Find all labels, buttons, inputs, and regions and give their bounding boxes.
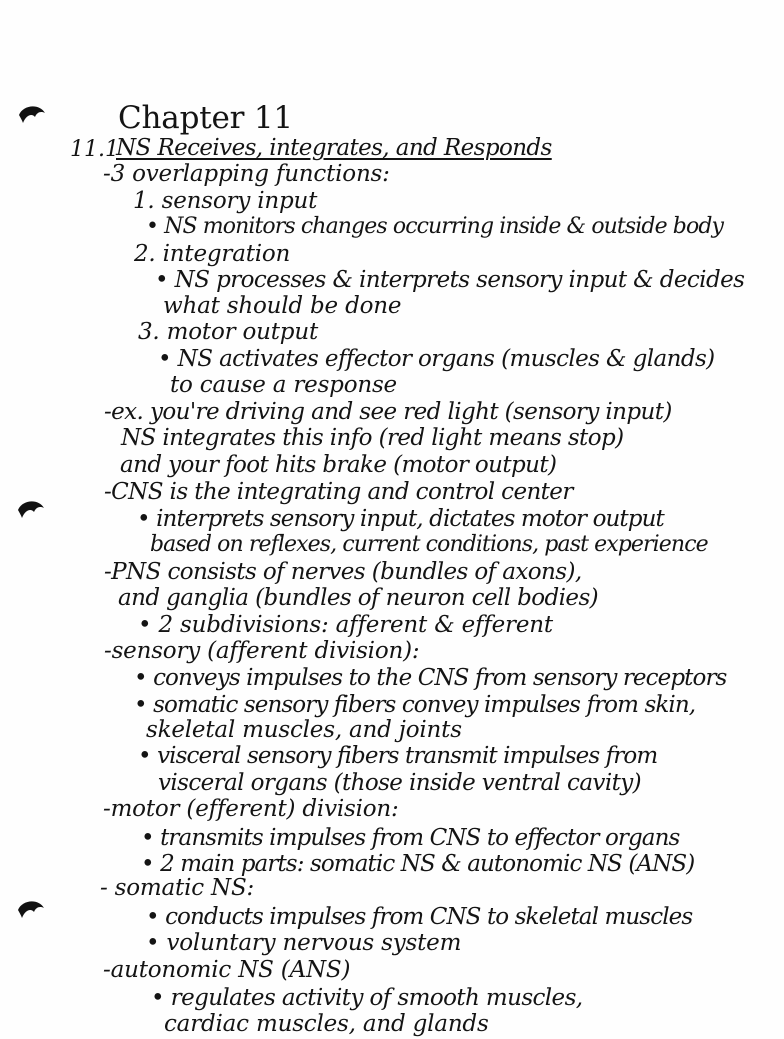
note-line: skeletal muscles, and joints [146, 717, 462, 743]
binder-hole-icon [17, 103, 47, 129]
note-line: • NS processes & interprets sensory input & decides [155, 267, 745, 293]
note-line: • conveys impulses to the CNS from sensory receptors [134, 665, 727, 691]
note-line: NS integrates this info (red light means stop) [121, 425, 624, 451]
note-line: - somatic NS: [100, 875, 255, 901]
section-heading: NS Receives, integrates, and Responds [116, 135, 552, 161]
note-line: • 2 subdivisions: afferent & efferent [138, 612, 553, 638]
note-line: to cause a response [170, 372, 397, 398]
note-line: • regulates activity of smooth muscles, [151, 985, 583, 1011]
binder-hole-icon [16, 898, 46, 924]
note-line: -PNS consists of nerves (bundles of axons), [104, 559, 582, 585]
note-line: -sensory (afferent division): [104, 638, 420, 664]
binder-hole-icon [16, 498, 46, 524]
note-line: • transmits impulses from CNS to effector organs [141, 825, 680, 851]
note-line: • NS monitors changes occurring inside & outside body [146, 214, 724, 239]
page-title: Chapter 11 [118, 100, 293, 136]
note-line: • visceral sensory fibers transmit impulses from [138, 743, 658, 769]
note-line: 1. sensory input [133, 188, 318, 214]
note-line: and your foot hits brake (motor output) [120, 452, 557, 478]
section-number: 11.1 [70, 137, 119, 162]
note-line: -CNS is the integrating and control center [104, 479, 573, 505]
note-line: what should be done [163, 293, 402, 319]
note-line: 2. integration [134, 241, 291, 267]
note-line: • interprets sensory input, dictates motor output [137, 506, 664, 532]
note-line: -autonomic NS (ANS) [103, 957, 351, 983]
note-line: • voluntary nervous system [146, 930, 462, 956]
note-line: • conducts impulses from CNS to skeletal muscles [146, 904, 693, 930]
note-line: cardiac muscles, and glands [164, 1011, 489, 1037]
note-line: -ex. you're driving and see red light (sensory input) [104, 399, 672, 425]
note-line: based on reflexes, current conditions, past experience [150, 532, 708, 557]
note-line: visceral organs (those inside ventral cavity) [158, 770, 641, 796]
note-line: • somatic sensory fibers convey impulses from skin, [134, 692, 696, 718]
note-line: • NS activates effector organs (muscles & glands) [158, 346, 715, 372]
note-line: 3. motor output [138, 319, 318, 345]
note-line: • 2 main parts: somatic NS & autonomic NS (ANS) [141, 851, 695, 877]
note-line: and ganglia (bundles of neuron cell bodies) [118, 585, 599, 611]
note-line: -motor (efferent) division: [103, 796, 399, 822]
note-line: -3 overlapping functions: [103, 161, 390, 187]
